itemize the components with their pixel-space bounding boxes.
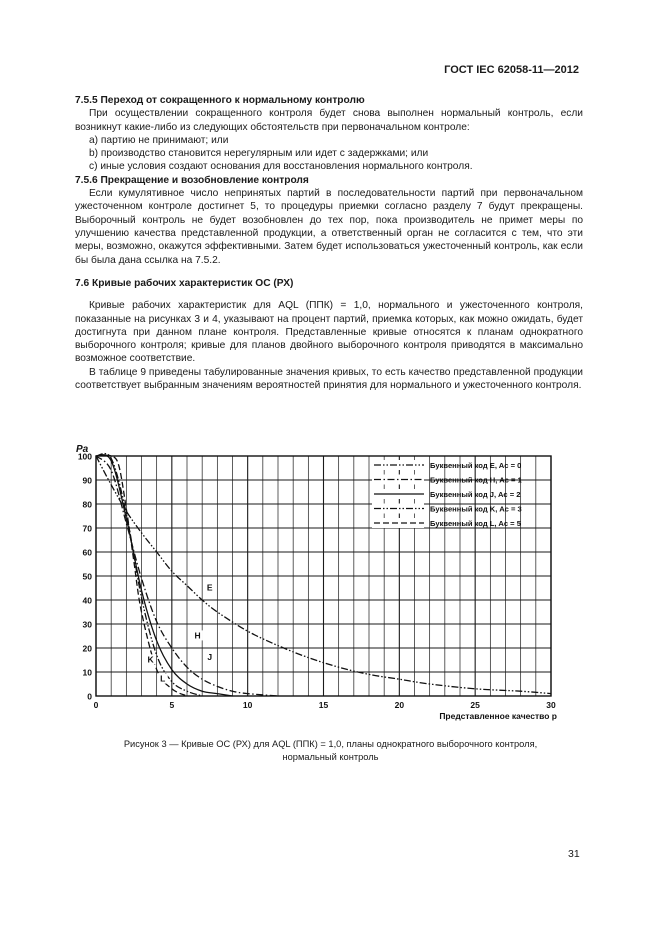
list-item: b) производство становится нерегулярным или идет с задержками; или (89, 148, 429, 160)
figure-caption (60, 738, 601, 763)
y-tick-label: 70 (82, 523, 92, 534)
section-title: 7.5.6 Прекращение и возобновление контроля (75, 174, 309, 186)
paragraph: Кривые рабочих характеристик для AQL (ППК) = 1,0, нормального и ужесточенного контроля, показанные на рисунках 3 и 4, указывают на процент партий, приемка которых, как можно ожидать, будет достигнута при данном плане контроля. Представленные кривые относятся к планам однократного выборочного контроля; кривые для планов двойного выборочного контроля приводятся в максимально возможное соответствие. (75, 300, 583, 365)
curve-label: J (207, 652, 213, 662)
paragraph: В таблице 9 приведены табулированные значения кривых, то есть качество представленной продукции соответствует выбранным значениям вероятностей принятия для нормального и ужесточенного контроля. (75, 366, 583, 392)
legend-label: Буквенный код L, Ac = 5 (430, 519, 521, 528)
y-tick-label: 100 (77, 451, 92, 462)
section-title: 7.5.5 Переход от сокращенного к нормальному контролю (75, 95, 365, 106)
legend-label: Буквенный код E, Ac = 0 (430, 461, 522, 470)
x-tick-label: 0 (93, 700, 99, 710)
y-tick-label: 30 (82, 619, 92, 630)
x-axis-label: Представленное качество p (439, 711, 557, 721)
curve-label: L (160, 673, 166, 684)
y-tick-label: 10 (82, 667, 92, 678)
legend-label: Буквенный код H, Ac = 1 (430, 475, 522, 485)
x-tick-label: 30 (546, 700, 556, 710)
chart-legend (372, 460, 523, 528)
y-tick-label: 50 (82, 571, 92, 582)
y-tick-label: 90 (82, 475, 92, 486)
chart-axes (76, 444, 557, 721)
caption-line: нормальный контроль (282, 751, 379, 762)
section-title: 7.6 Кривые рабочих характеристик ОС (РХ) (75, 278, 294, 289)
legend-label: Буквенный код J, Ac = 2 (430, 490, 521, 499)
legend-label: Буквенный код K, Ac = 3 (430, 504, 522, 514)
caption-line: Рисунок 3 — Кривые ОС (РХ) для AQL (ППК) = 1,0, планы однократного выборочного контроля, (123, 739, 538, 749)
document-header: ГОСТ IEC 62058-11—2012 (444, 64, 579, 76)
curve-label: H (194, 630, 201, 641)
x-tick-label: 5 (169, 700, 175, 710)
y-tick-label: 80 (82, 499, 92, 510)
y-tick-label: 60 (82, 547, 92, 558)
x-tick-label: 20 (394, 700, 405, 710)
y-tick-label: 0 (87, 691, 92, 702)
curve-label: K (147, 654, 154, 665)
section-7-6 (75, 277, 583, 392)
y-tick-label: 40 (82, 595, 92, 606)
section-7-5-5 (75, 94, 583, 267)
x-tick-label: 10 (242, 700, 253, 710)
paragraph: При осуществлении сокращенного контроля будет снова выполнен нормальный контроль, если возникнут какие-либо из следующих обстоятельств при первоначальном контроле: (75, 108, 583, 133)
list-item: а) партию не принимают; или (89, 134, 229, 146)
x-tick-label: 15 (318, 700, 329, 710)
x-tick-label: 25 (470, 700, 480, 710)
paragraph: Если кумулятивное число непринятых партий в последовательности партий при первоначальном ужесточенном контроле достигнет 5, то процедуры приемки согласно разделу 7 будут прекращены. Выборочный контроль не будет возобновлен до тех пор, пока производитель не примет меры по улучшению качества представленной продукции, а ответственный орган не согласится с тем, что эти меры, возможно, окажутся эффективными. Затем будет использоваться ужесточенный контроль, как если бы была дана ссылка на 7.5.2. (75, 188, 583, 266)
y-tick-label: 20 (82, 643, 92, 654)
page-number: 31 (568, 848, 580, 860)
oc-curves-chart (62, 430, 582, 732)
curve-label: E (206, 582, 213, 593)
list-item: c) иные условия создают основания для восстановления нормального контроля. (89, 161, 473, 173)
y-axis-label: Pa (76, 444, 89, 455)
